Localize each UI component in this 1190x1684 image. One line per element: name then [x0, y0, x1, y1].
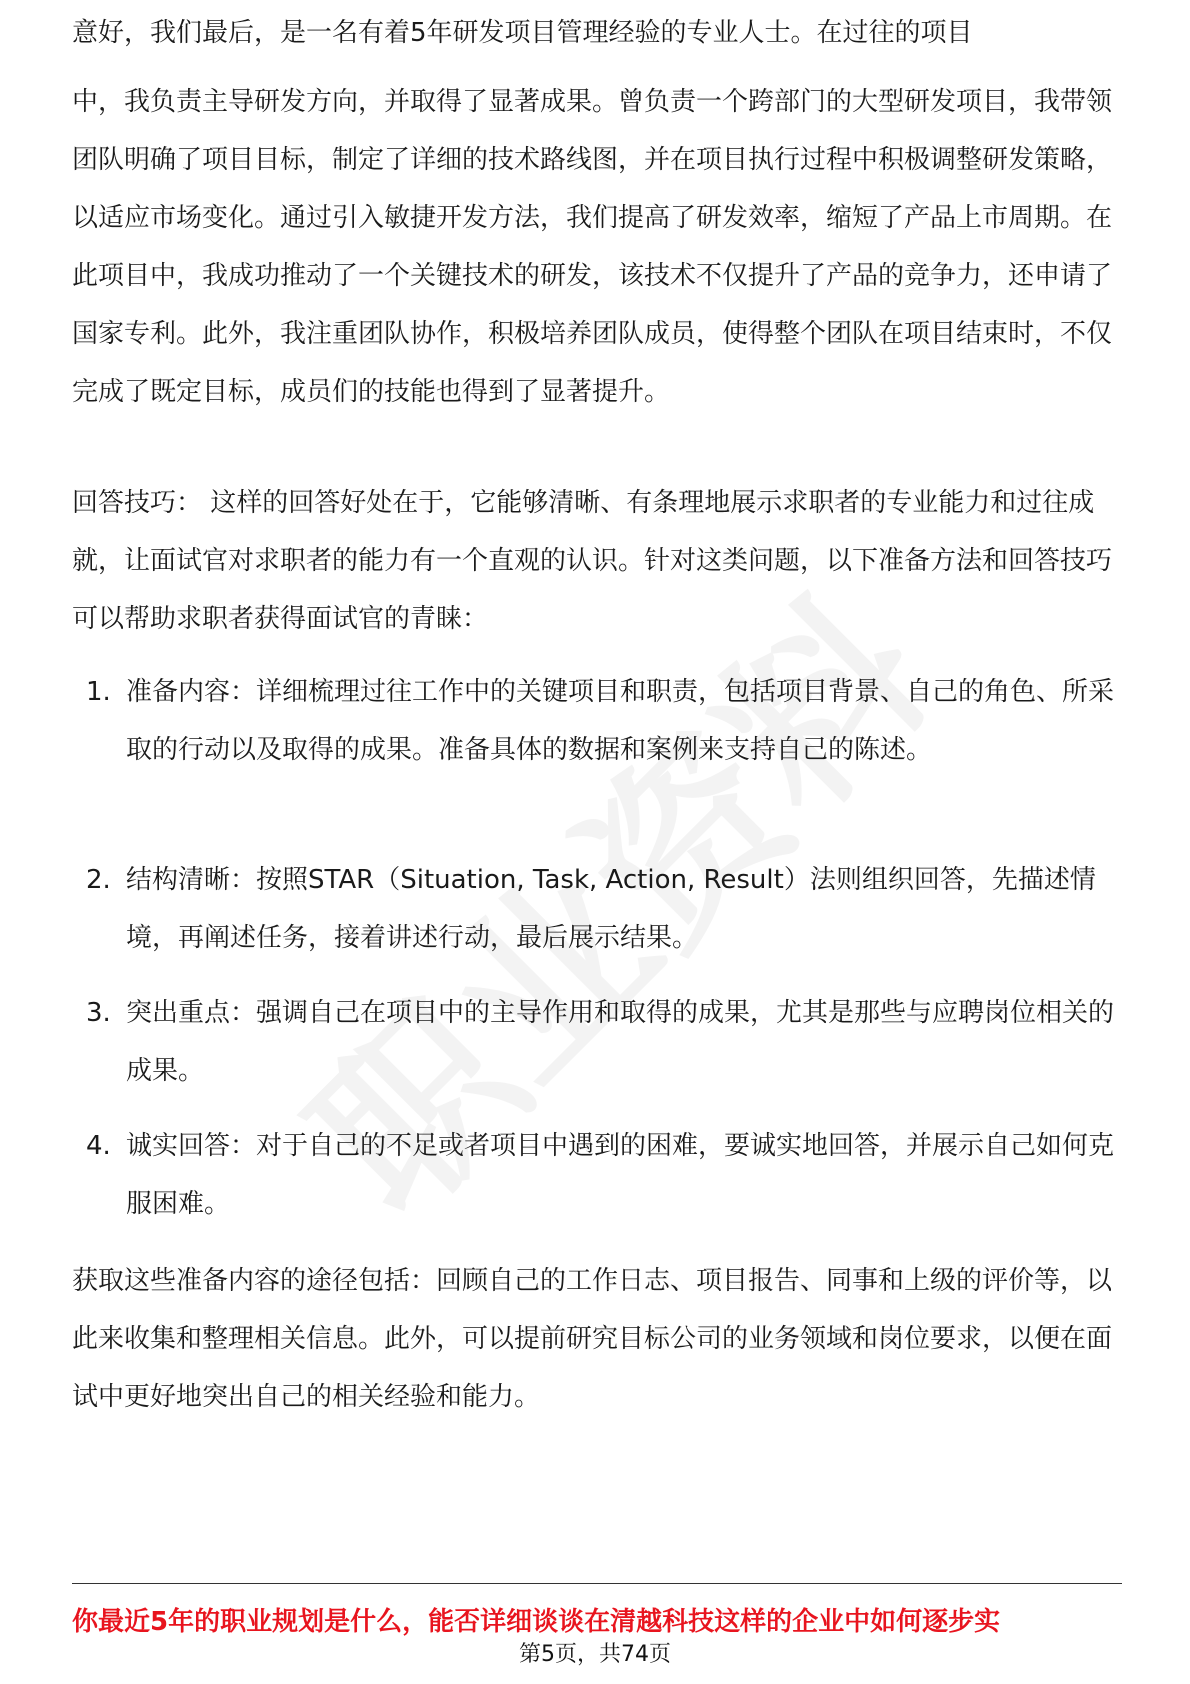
partial-top-line: 意好，我们最后，是一名有着5年研发项目管理经验的专业人士。在过往的项目	[72, 18, 973, 48]
list-item	[86, 851, 1126, 967]
list-text: 突出重点：强调自己在项目中的主导作用和取得的成果，尤其是那些与应聘岗位相关的成果。	[126, 998, 1115, 1086]
list-item	[86, 1117, 1126, 1233]
list-text: 准备内容：详细梳理过往工作中的关键项目和职责，包括项目背景、自己的角色、所采取的行动以及取得的成果。准备具体的数据和案例来支持自己的陈述。	[126, 677, 1115, 765]
next-question-heading: 你最近5年的职业规划是什么，能否详细谈谈在清越科技这样的企业中如何逐步实	[72, 1607, 1001, 1637]
sources-paragraph: 获取这些准备内容的途径包括：回顾自己的工作日志、项目报告、同事和上级的评价等，以此来收集和整理相关信息。此外，可以提前研究目标公司的业务领域和岗位要求，以便在面试中更好地突出自己的相关经验和能力。	[72, 1266, 1113, 1412]
list-number: 2.	[86, 865, 111, 895]
list-number: 4.	[86, 1131, 111, 1161]
list-number: 3.	[86, 998, 111, 1028]
page-number: 第5页，共74页	[519, 1642, 671, 1667]
list-item	[86, 663, 1126, 779]
list-number: 1.	[86, 677, 111, 707]
answer-paragraph: 中，我负责主导研发方向，并取得了显著成果。曾负责一个跨部门的大型研发项目，我带领团队明确了项目目标，制定了详细的技术路线图，并在项目执行过程中积极调整研发策略，以适应市场变化。通过引入敏捷开发方法，我们提高了研发效率，缩短了产品上市周期。在此项目中，我成功推动了一个关键技术的研发，该技术不仅提升了产品的竞争力，还申请了国家专利。此外，我注重团队协作，积极培养团队成员，使得整个团队在项目结束时，不仅完成了既定目标，成员们的技能也得到了显著提升。	[72, 87, 1113, 407]
tips-paragraph: 回答技巧： 这样的回答好处在于，它能够清晰、有条理地展示求职者的专业能力和过往成就，让面试官对求职者的能力有一个直观的认识。针对这类问题，以下准备方法和回答技巧可以帮助求职者获得面试官的青睐：	[72, 488, 1113, 634]
list-item	[86, 984, 1126, 1100]
list-text: 结构清晰：按照STAR（Situation, Task, Action, Result）法则组织回答，先描述情境，再阐述任务，接着讲述行动，最后展示结果。	[126, 865, 1096, 953]
divider	[72, 1583, 1122, 1584]
list-text: 诚实回答：对于自己的不足或者项目中遇到的困难，要诚实地回答，并展示自己如何克服困难。	[126, 1131, 1115, 1219]
